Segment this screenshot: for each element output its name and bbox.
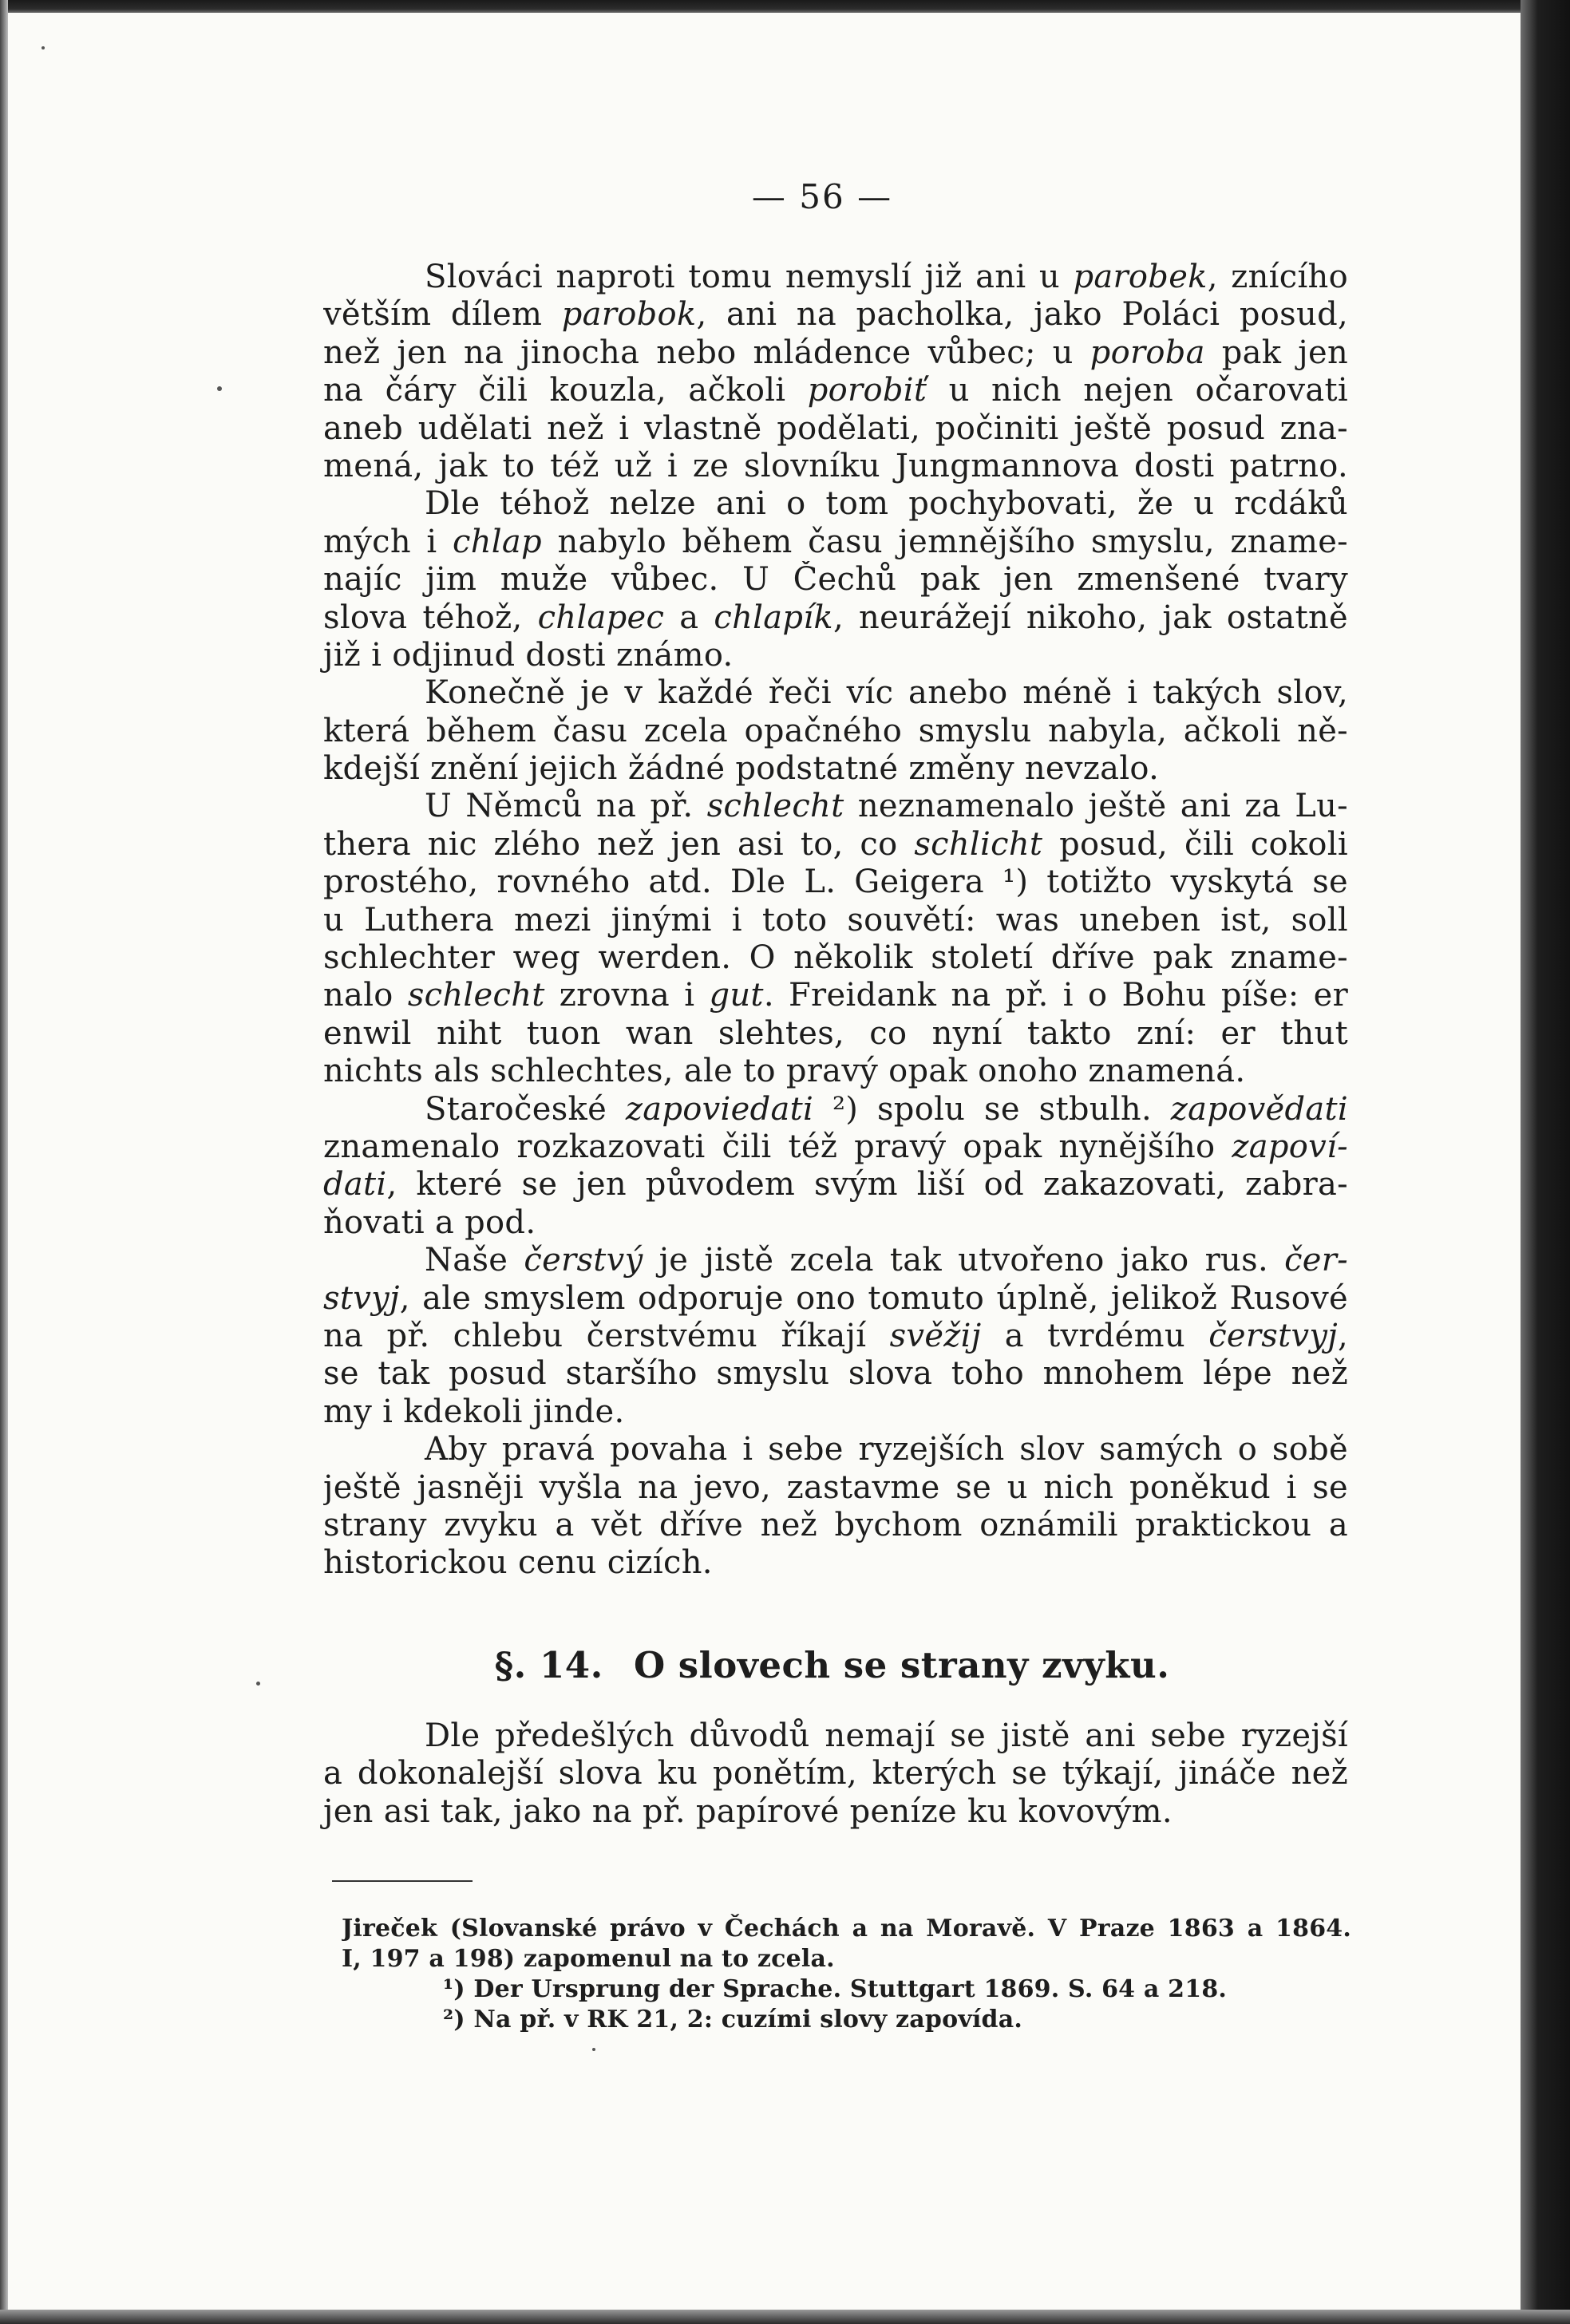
text-line [323, 1166, 1348, 1204]
italic-term: čerstvyj [1208, 1317, 1338, 1354]
text-line [323, 826, 1348, 864]
text-line [323, 1507, 1348, 1544]
footnote-1: ¹) Der Ursprung der Sprache. Stuttgart 1869. S. 64 a 218. [443, 1975, 1228, 2003]
text-run: neznamenalo ještě ani za Lu- [844, 788, 1348, 825]
italic-term: parobek [1073, 259, 1208, 295]
text-run: nabylo během času jemnějšího smyslu, zname- [541, 523, 1348, 560]
page-number: — 56 — [751, 177, 893, 216]
text-run: mená, jak to též už i ze slovníku Jungmannova dosti patrno. [323, 447, 1348, 484]
italic-term: schlecht [706, 788, 844, 825]
footnote-rule [332, 1880, 473, 1882]
scan-speck [217, 386, 222, 391]
text-line [323, 1469, 1348, 1507]
italic-term: chlap [453, 523, 542, 560]
italic-term: schlecht [407, 977, 545, 1014]
text-line [323, 1053, 1348, 1090]
text-run: historickou cenu cizích. [323, 1544, 713, 1582]
text-run: která během času zcela opačného smyslu nabyla, ačkoli ně- [323, 712, 1348, 749]
text-run: Slováci naproti tomu nemyslí již ani u [425, 259, 1074, 295]
text-line: jen asi tak, jako na př. papírové peníze ku kovovým. [323, 1792, 1173, 1830]
text-line [323, 448, 1348, 485]
text-line [323, 977, 1348, 1014]
text-run: na př. chlebu čerstvému říkají [323, 1317, 890, 1354]
text-run: se tak posud staršího smyslu slova toho mnohem lépe než [323, 1355, 1348, 1393]
text-run: , ale smyslem odporuje ono tomuto úplně, jelikož Rusové [399, 1279, 1348, 1317]
footnote-line: Jireček (Slovanské právo v Čechách a na Moravě. V Praze 1863 a 1864. [342, 1915, 1351, 1943]
text-run: znamenalo rozkazovati čili též pravý opak nynějšího [323, 1128, 1232, 1165]
text-line [323, 939, 1348, 977]
text-run: než jen na jinocha nebo mládence vůbec; u [323, 334, 1090, 371]
text-line [323, 637, 1348, 674]
text-line [323, 1015, 1348, 1053]
text-line [323, 410, 1348, 448]
scan-edge-left [0, 0, 8, 2324]
text-run: najíc jim muže vůbec. U Čechů pak jen zmenšené tvary [323, 561, 1348, 599]
scan-edge-right [1521, 0, 1570, 2324]
text-run: slova téhož, [323, 599, 538, 636]
italic-term: zapovědati [1170, 1090, 1348, 1128]
section-text [323, 1717, 1348, 1831]
text-line [323, 1242, 1348, 1279]
text-run: Staročeské [425, 1090, 626, 1128]
text-run: ²) spolu se stbulh. [813, 1090, 1171, 1128]
text-run: aneb udělati než i vlastně podělati, počiniti ještě posud zna- [323, 409, 1348, 447]
text-run: , [1337, 1317, 1348, 1354]
text-run: a tvrdému [981, 1317, 1209, 1354]
italic-term: stvyj [323, 1279, 400, 1317]
body-text [323, 259, 1348, 1583]
italic-term: chlapík [714, 599, 833, 636]
text-run: již i odjinud dosti známo. [323, 636, 734, 674]
text-run: kdejší znění jejich žádné podstatné změny nevzalo. [323, 750, 1160, 788]
text-run: enwil niht tuon wan slehtes, co nyní takto zní: er thut [323, 1014, 1348, 1052]
text-line [323, 259, 1348, 296]
text-run: a [664, 599, 714, 636]
text-run: mých i [323, 523, 453, 560]
text-line [323, 902, 1348, 939]
text-line [323, 599, 1348, 637]
text-line [323, 1393, 1348, 1431]
text-run: Aby pravá povaha i sebe ryzejších slov samých o sobě [425, 1431, 1348, 1468]
section-heading [0, 1644, 1570, 1686]
text-run: posud, čili cokoli [1042, 825, 1348, 863]
text-line: a dokonalejší slova ku ponětím, kterých se týkají, jináče než [323, 1755, 1348, 1792]
text-run: zrovna i [544, 977, 710, 1014]
text-line [323, 713, 1348, 750]
italic-term: gut [709, 977, 764, 1014]
italic-term: zapoviedati [625, 1090, 814, 1128]
text-run: schlechter weg werden. O několik století dříve pak zname- [323, 939, 1348, 977]
text-run: Naše [425, 1242, 524, 1279]
text-line [323, 296, 1348, 334]
text-line [323, 864, 1348, 901]
text-run: , znícího [1207, 259, 1348, 295]
text-line [323, 750, 1348, 788]
text-run: pak jen [1204, 334, 1348, 371]
text-run: Konečně je v každé řeči víc anebo méně i takých slov, [425, 674, 1348, 712]
text-run: , neurážejí nikoho, jak ostatně [832, 599, 1348, 636]
italic-term: čerstvý [524, 1242, 643, 1279]
text-run: thera nic zlého než jen asi to, co [323, 825, 915, 863]
italic-term: chlapec [537, 599, 665, 636]
section-title: O slovech se strany zvyku. [633, 1644, 1170, 1686]
text-run: my i kdekoli jinde. [323, 1393, 625, 1430]
text-line [323, 485, 1348, 523]
text-run: , které se jen původem svým liší od zakazovati, zabra- [386, 1166, 1348, 1204]
italic-term: poroba [1090, 334, 1205, 371]
italic-term: čer- [1284, 1242, 1348, 1279]
text-line [323, 1204, 1348, 1242]
text-line [323, 1544, 1348, 1582]
text-line [323, 372, 1348, 409]
section-number: §. 14. [494, 1644, 603, 1686]
text-line [323, 788, 1348, 825]
text-line [323, 1318, 1348, 1355]
text-run: . Freidank na př. i o Bohu píše: er [763, 977, 1348, 1014]
italic-term: zapoví- [1232, 1128, 1348, 1165]
text-run: nalo [323, 977, 408, 1014]
text-run: , ani na pacholka, jako Poláci posud, [696, 296, 1348, 334]
text-run: ještě jasněji vyšla na jevo, zastavme se u nich poněkud i se [323, 1468, 1348, 1506]
text-line [323, 561, 1348, 599]
italic-term: porobiť [807, 372, 927, 409]
text-line [323, 524, 1348, 561]
text-run: větším dílem [323, 296, 562, 334]
italic-term: schlicht [914, 825, 1043, 863]
text-line [323, 1431, 1348, 1468]
text-run: strany zvyku a vět dříve než bychom oznámili praktickou a [323, 1506, 1348, 1543]
text-run: Dle téhož nelze ani o tom pochybovati, že u rcdáků [425, 485, 1348, 523]
footnotes [342, 1914, 1351, 2035]
scan-edge-top [0, 0, 1570, 13]
text-run: nichts als schlechtes, ale to pravý opak onoho znamená. [323, 1053, 1246, 1090]
text-run: na čáry čili kouzla, ačkoli [323, 372, 808, 409]
text-line [323, 1280, 1348, 1318]
italic-term: dati [323, 1166, 387, 1204]
scan-speck [42, 46, 45, 49]
text-line: Dle předešlých důvodů nemají se jistě ani sebe ryzejší [425, 1717, 1348, 1754]
text-run: je jistě zcela tak utvořeno jako rus. [643, 1242, 1285, 1279]
text-run: U Němců na př. [425, 788, 707, 825]
footnote-2: ²) Na př. v RK 21, 2: cuzími slovy zapovída. [443, 2006, 1023, 2034]
italic-term: svěžij [889, 1317, 982, 1354]
text-line [323, 674, 1348, 712]
italic-term: parobok [561, 296, 697, 334]
text-run: ňovati a pod. [323, 1204, 536, 1241]
scan-edge-bottom [0, 2310, 1570, 2324]
text-line [323, 1128, 1348, 1166]
scan-speck [592, 2048, 595, 2051]
text-line [323, 334, 1348, 372]
text-run: prostého, rovného atd. Dle L. Geigera ¹) totižto vyskytá se [323, 864, 1348, 901]
text-line [323, 1091, 1348, 1128]
text-run: u nich nejen očarovati [927, 372, 1348, 409]
text-run: u Luthera mezi jinými i toto souvětí: was uneben ist, soll [323, 901, 1348, 939]
text-line [323, 1355, 1348, 1393]
footnote-line: I, 197 a 198) zapomenul na to zcela. [342, 1945, 835, 1973]
